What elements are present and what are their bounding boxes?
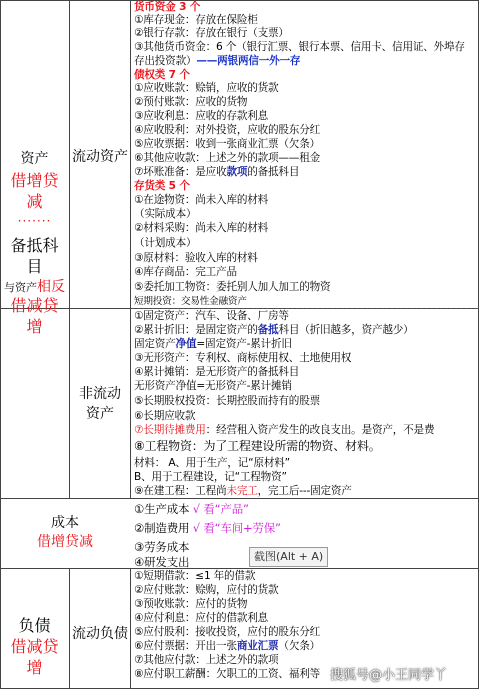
cost-item-hint: √ 看“车间+劳保”	[192, 521, 281, 535]
depreciation-tail: 科目（折旧越多，资产越少）	[278, 324, 414, 336]
contra-note-prefix: 与资产	[4, 281, 37, 294]
noncurrent-item: ⑧工程物资：为了工程建设所需的物资、材料。	[134, 439, 381, 453]
noncurrent-item	[134, 338, 292, 351]
prepaid-long-term-text: ：经营租入资产发生的改良支出。是资产，不是费	[205, 424, 435, 436]
cost-rule: 借增贷减	[37, 534, 93, 550]
cip-text: ⑨在建工程：工程尚	[134, 485, 227, 497]
liab-rule-line2: 增	[26, 658, 43, 677]
assets-rule-line2: 减	[26, 192, 43, 211]
noncurrent-item: ①固定资产：汽车、设备、厂房等	[134, 310, 289, 322]
noncurrent-item: ⑥长期应收款	[134, 410, 196, 422]
cip-tail: ，完工后---固定资产	[257, 485, 352, 497]
inventory-item: ⑤委托加工物资：委托别人加人加工的物资	[134, 281, 331, 293]
liability-item: ⑦其他应付款：上述之外的款项	[134, 654, 279, 666]
receivables-heading: 债权类 7 个	[134, 69, 190, 81]
liability-item: ⑧应付职工薪酬：欠职工的工资、福利等	[134, 668, 320, 680]
noncurrent-item: 无形资产净值=无形资产-累计摊销	[134, 380, 292, 392]
inventory-item: （实际成本）	[134, 208, 197, 220]
notes-payable-highlight: 商业汇票	[236, 640, 279, 652]
cost-title: 成本	[51, 515, 79, 531]
noncurrent-item: ④累计摊销：是无形资产的备抵科目	[134, 366, 300, 378]
contra-rule-line1: 借减贷	[10, 296, 59, 315]
notes-payable-text: ⑥应付票据：开出一张	[134, 640, 237, 652]
cost-item-label: ①生产成本	[134, 502, 190, 516]
current-liab-label: 流动负债	[72, 626, 128, 642]
inventory-item: ②材料采购：尚未入库的材料	[134, 222, 269, 234]
prepaid-long-term-label: ⑦长期待摊费用	[134, 424, 206, 436]
liability-item: ①短期借款：≤1 年的借款	[134, 570, 256, 582]
noncurrent-label-line1: 非流动	[79, 386, 121, 402]
liab-rule-line1: 借减贷	[10, 637, 59, 656]
screenshot-tooltip: 截图(Alt + A)	[249, 547, 328, 567]
notes-payable-tail: （欠条）	[278, 640, 320, 652]
contra-note	[0, 278, 69, 297]
noncurrent-item: 材料： A、用于生产，记“原材料”	[134, 457, 290, 469]
contra-note-red: 相反	[37, 279, 65, 295]
liability-item	[134, 640, 320, 653]
inventory-item: ④库存商品：完工产品	[134, 266, 237, 278]
bad-debt-text: ⑦坏账准备：是应收	[134, 166, 227, 178]
cip-highlight: 未完工	[226, 485, 258, 497]
dotted-separator: ·······	[17, 214, 52, 228]
cost-item-hint: √ 看“产品”	[192, 502, 249, 516]
receivable-item: ③应收利息：应收的存款利息	[134, 110, 269, 122]
net-value-text: 固定资产	[134, 338, 176, 350]
cash-item: ③其他货币资金：6 个（银行汇票、银行本票、信用卡、信用证、外埠存	[134, 41, 465, 53]
liability-item: ②应付账款：赊购，应付的货款	[134, 584, 279, 596]
net-value-highlight: 净值	[175, 338, 197, 350]
bad-debt-highlight: 款项	[226, 166, 248, 178]
cash-item: ②银行存款：存放在银行（支票）	[134, 27, 289, 39]
contra-title-line1: 备抵科	[10, 236, 59, 255]
receivable-item	[134, 166, 299, 179]
liability-item: ④应付利息：应付的借款利息	[134, 612, 269, 624]
liability-item: ③预收账款：应付的货物	[134, 598, 248, 610]
inventory-item: ③原材料：验收入库的材料	[134, 252, 258, 264]
cost-item	[134, 502, 249, 517]
receivable-item: ⑥其他应收款：上述之外的款项——租金	[134, 152, 320, 164]
cash-item	[134, 55, 300, 68]
assets-rule-line1: 借增贷	[10, 171, 59, 190]
receivable-item: ⑤应收票据：收到一张商业汇票（欠条）	[134, 138, 320, 150]
receivable-item: ②预付账款：应收的货物	[134, 96, 248, 108]
receivable-item: ④应收股利：对外投资，应收的股东分红	[134, 124, 320, 136]
current-assets-label: 流动资产	[72, 149, 128, 165]
bad-debt-tail: 的备抵科目	[247, 166, 300, 178]
trading-assets: 短期投资：交易性金融资产	[134, 296, 247, 307]
contra-rule-line2: 增	[26, 317, 43, 336]
depreciation-text: ②累计折旧：是固定资产的	[134, 324, 258, 336]
inventory-item: ①在途物资：尚未入库的材料	[134, 194, 269, 206]
cash-item-text: 存出投资款）	[134, 55, 197, 67]
inventory-item: （计划成本）	[134, 237, 197, 249]
noncurrent-item	[134, 485, 352, 498]
receivable-item: ①应收账款：赊销，应收的货款	[134, 82, 279, 94]
net-value-tail: =固定资产-累计折旧	[196, 338, 292, 350]
contra-title-line2: 目	[26, 257, 43, 276]
cash-heading: 货币资金 3 个	[134, 1, 201, 13]
liability-item: ⑤应付股利：接收投资，应付的股东分红	[134, 626, 320, 638]
inventory-heading: 存货类 5 个	[134, 180, 190, 192]
depreciation-highlight: 备抵	[257, 324, 279, 336]
cash-mnemonic: ——两银两信一外一存	[196, 55, 301, 67]
noncurrent-label-line2: 资产	[86, 406, 114, 422]
cost-item: ④研发支出	[134, 555, 190, 569]
noncurrent-item	[134, 324, 414, 337]
cost-item	[134, 521, 281, 536]
assets-title: 资产	[20, 151, 49, 167]
noncurrent-item: ③无形资产：专利权、商标使用权、土地使用权	[134, 352, 352, 364]
liab-title: 负债	[18, 616, 51, 635]
cost-item-label: ②制造费用	[134, 521, 190, 535]
cash-item: ①库存现金：存放在保险柜	[134, 14, 258, 26]
cost-item: ③劳务成本	[134, 540, 190, 554]
noncurrent-item: B、用于工程建设，记“工程物资”	[134, 471, 287, 483]
noncurrent-item	[134, 424, 434, 437]
watermark: 搜狐号@小王同学丫	[330, 668, 448, 683]
noncurrent-item: ⑤长期股权投资：长期控股而持有的股票	[134, 395, 320, 407]
